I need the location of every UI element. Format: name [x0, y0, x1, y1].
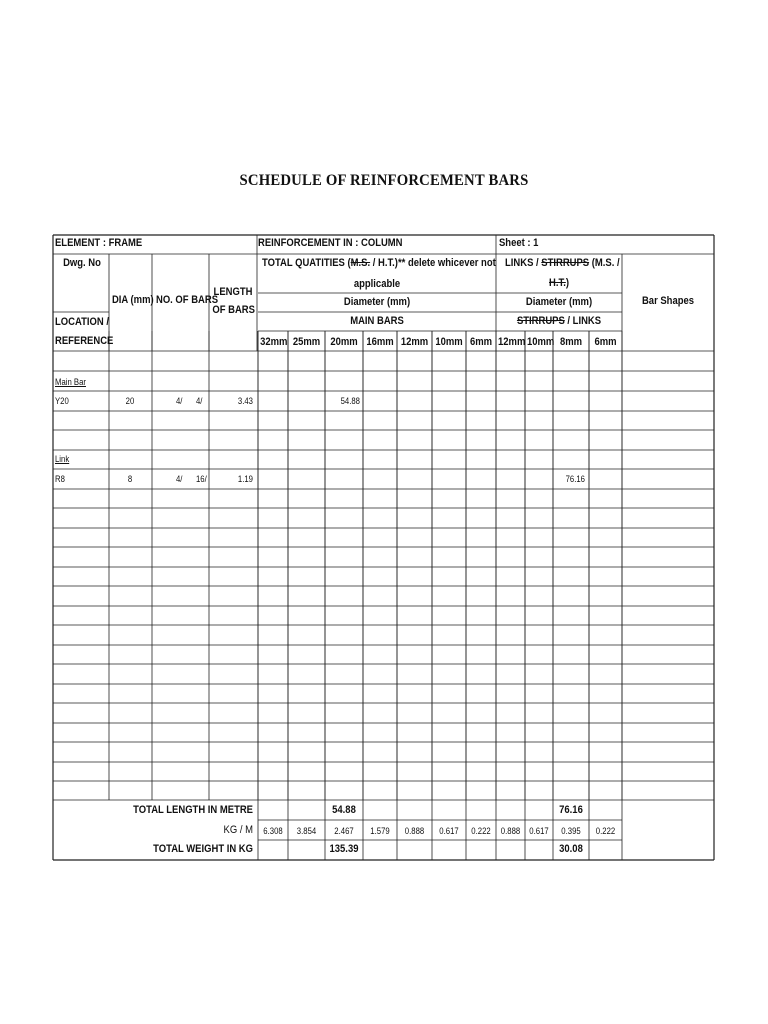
location-label: LOCATION /: [55, 316, 109, 328]
diameter-main-header: Diameter (mm): [343, 296, 411, 308]
length-header-line1: LENGTH: [213, 286, 253, 298]
diameter-header-25mm: 25mm: [292, 336, 321, 348]
sheet-label: Sheet : 1: [499, 237, 539, 249]
total-quantities-header: TOTAL QUATITIES (M.S. / H.T.)** delete whicever not: [262, 257, 496, 269]
element-label: ELEMENT : FRAME: [55, 237, 143, 249]
main-bar-20mm-value: 54.88: [340, 396, 360, 406]
applicable-label: applicable: [353, 278, 401, 290]
links-stirrups-header: LINKS / STIRRUPS (M.S. /: [505, 257, 620, 269]
links-diameter-header-12mm: 12mm: [498, 336, 526, 348]
total-weight-20mm: 135.39: [329, 843, 359, 855]
diameter-links-header: Diameter (mm): [525, 296, 593, 308]
stirrups-links-header: STIRRUPS / LINKS: [516, 315, 602, 327]
bar-shapes-header: Bar Shapes: [641, 295, 695, 307]
no-of-bars-header: NO. OF BARS: [155, 294, 219, 306]
length-header-line2: OF BARS: [212, 304, 255, 316]
diameter-header-10mm: 10mm: [435, 336, 463, 348]
total-weight-label: TOTAL WEIGHT IN KG: [153, 843, 253, 855]
links-diameter-header-10mm: 10mm: [526, 336, 555, 348]
link-8mm-value: 76.16: [565, 474, 585, 484]
link-length: 1.19: [237, 474, 253, 484]
diameter-header-16mm: 16mm: [366, 336, 394, 348]
kgm-16mm: 1.579: [370, 826, 390, 836]
total-length-20mm: 54.88: [332, 804, 356, 816]
diameter-header-12mm: 12mm: [400, 336, 429, 348]
total-weight-8mm: 30.08: [559, 843, 583, 855]
main-bar-bars-b: 4/: [196, 396, 203, 406]
kg-per-metre-label: KG / M: [223, 824, 253, 836]
kgm-links-8mm: 0.395: [561, 826, 581, 836]
links-diameter-header-8mm: 8mm: [559, 336, 583, 348]
kgm-25mm: 3.854: [296, 826, 317, 836]
kgm-links-12mm: 0.888: [500, 826, 521, 836]
ht-label: H.T.): [549, 277, 569, 289]
kgm-10mm: 0.617: [439, 826, 459, 836]
page-title: SCHEDULE OF REINFORCEMENT BARS: [239, 172, 529, 189]
links-diameter-header-6mm: 6mm: [594, 336, 617, 348]
kgm-12mm: 0.888: [404, 826, 425, 836]
main-bar-length: 3.43: [237, 396, 253, 406]
link-reference: R8: [55, 474, 65, 484]
link-dia: 8: [127, 474, 133, 484]
main-bar-bars-a: 4/: [176, 396, 183, 406]
dia-header: DIA (mm): [111, 294, 154, 306]
main-bar-reference: Y20: [55, 396, 69, 406]
kgm-links-6mm: 0.222: [595, 826, 616, 836]
total-length-label: TOTAL LENGTH IN METRE: [133, 804, 253, 816]
main-bars-header: MAIN BARS: [350, 315, 404, 327]
reference-label: REFERENCE: [55, 335, 114, 347]
link-bars-b: 16/: [196, 474, 207, 484]
total-length-8mm: 76.16: [559, 804, 583, 816]
kgm-links-10mm: 0.617: [529, 826, 549, 836]
main-bar-dia: 20: [125, 396, 135, 406]
link-bars-a: 4/: [176, 474, 183, 484]
kgm-6mm: 0.222: [471, 826, 491, 836]
kgm-32mm: 6.308: [263, 826, 283, 836]
main-bar-section-label: Main Bar: [55, 377, 86, 387]
link-section-label: Link: [55, 454, 70, 464]
reinforcement-in-label: REINFORCEMENT IN : COLUMN: [258, 237, 403, 249]
kgm-20mm: 2.467: [334, 826, 354, 836]
diameter-header-6mm: 6mm: [469, 336, 493, 348]
diameter-header-32mm: 32mm: [260, 336, 288, 348]
dwg-no-label: Dwg. No: [63, 257, 101, 269]
diameter-header-20mm: 20mm: [330, 336, 358, 348]
